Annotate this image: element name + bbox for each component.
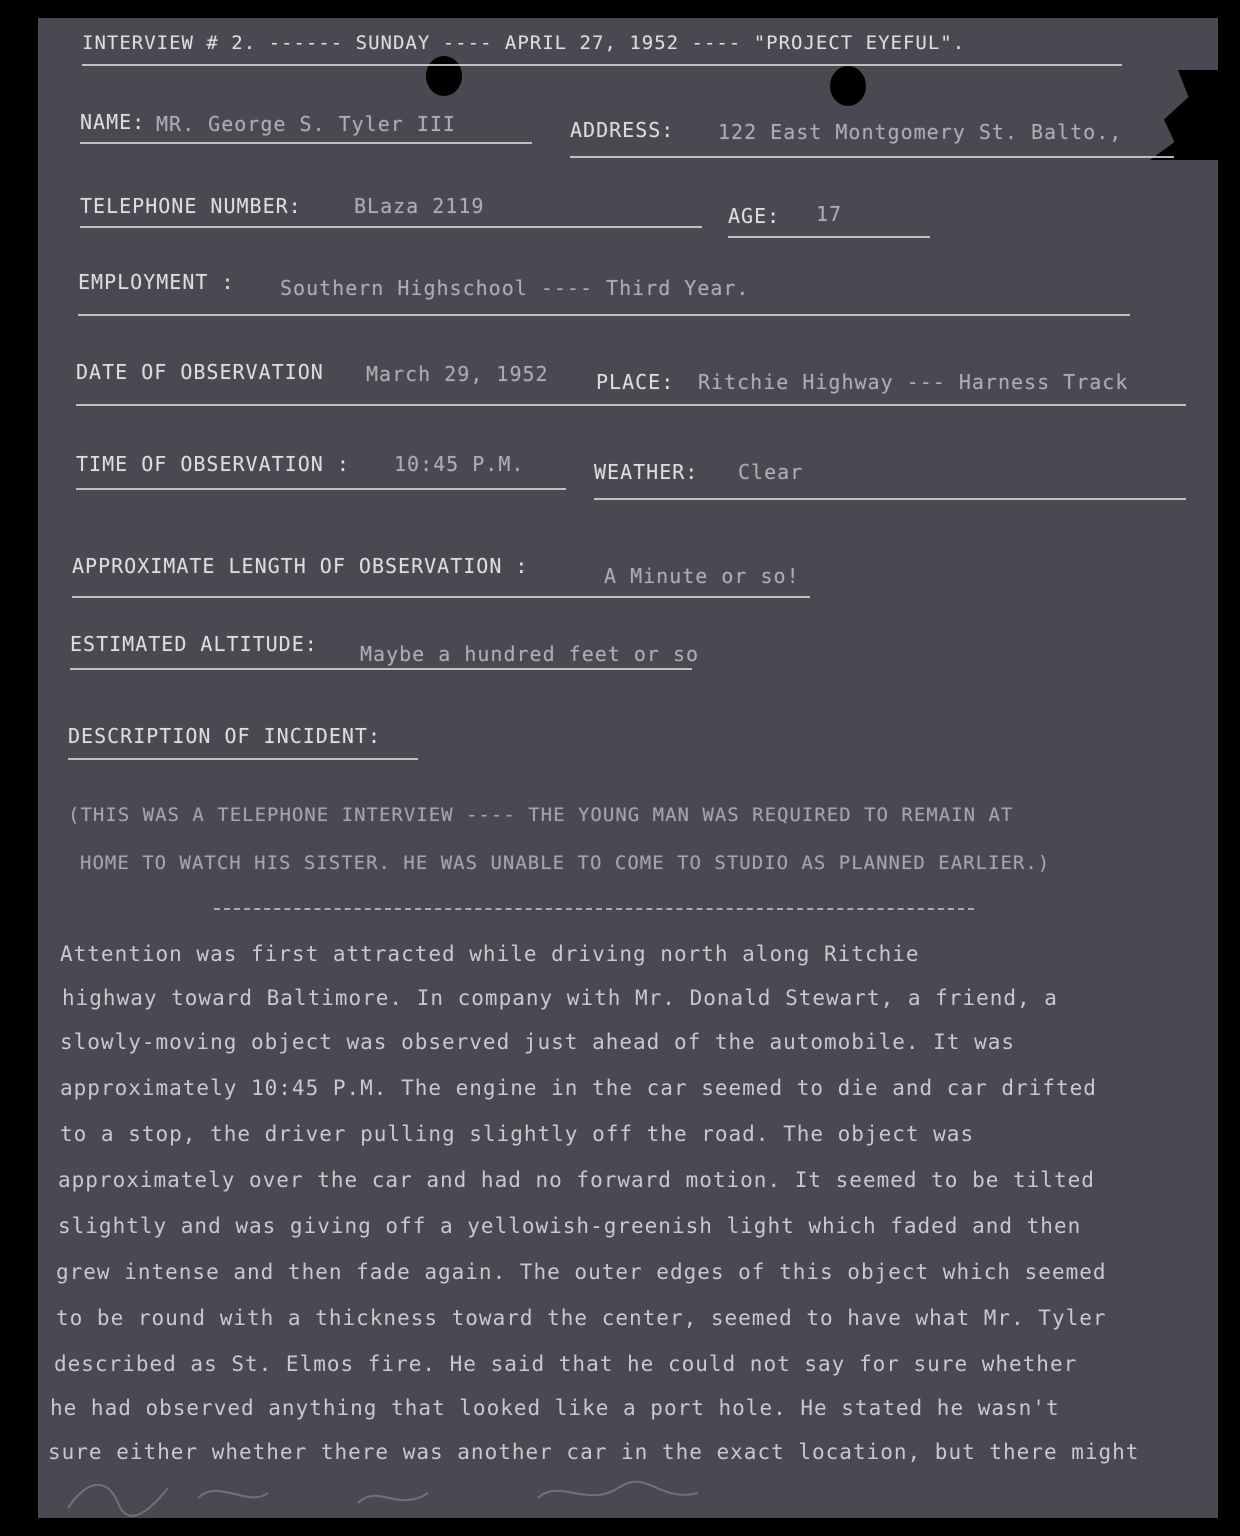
altitude-label: ESTIMATED ALTITUDE: [70,632,318,656]
body-line: to be round with a thickness toward the center, seemed to have what Mr. Tyler [56,1306,1107,1330]
age-label: AGE: [728,204,781,228]
torn-corner [1150,70,1218,160]
altitude-value: Maybe a hundred feet or so [360,642,700,666]
telephone-value: BLaza 2119 [354,194,485,218]
weather-label: WEATHER: [594,460,699,484]
signature-scribble [58,1458,758,1518]
punch-hole-right [830,66,866,106]
body-line: sure either whether there was another car in the exact location, but there might [48,1440,1140,1464]
name-value: MR. George S. Tyler III [156,112,456,136]
date-place-rule [76,404,1186,406]
separator-dashes [214,908,974,910]
name-label: NAME: [80,110,146,134]
time-rule [76,488,566,490]
address-label: ADDRESS: [570,118,675,142]
time-label: TIME OF OBSERVATION : [76,452,350,476]
body-line: to a stop, the driver pulling slightly off the road. The object was [60,1122,975,1146]
body-line: highway toward Baltimore. In company with Mr. Donald Stewart, a friend, a [62,986,1058,1010]
weather-value: Clear [738,460,804,484]
employment-rule [78,314,1130,316]
time-value: 10:45 P.M. [394,452,525,476]
weather-rule [594,498,1186,500]
body-line: he had observed anything that looked like a port hole. He stated he wasn't [50,1396,1060,1420]
body-line: slowly-moving object was observed just ahead of the automobile. It was [60,1030,1016,1054]
age-rule [728,236,930,238]
address-value: 122 East Montgomery St. Balto., [718,120,1123,144]
header-rule [82,64,1122,66]
place-value: Ritchie Highway --- Harness Track [698,370,1129,394]
employment-value: Southern Highschool ---- Third Year. [280,276,750,300]
body-line: described as St. Elmos fire. He said that he could not say for sure whether [54,1352,1078,1376]
place-label: PLACE: [596,370,675,394]
body-line: approximately 10:45 P.M. The engine in the car seemed to die and car drifted [60,1076,1097,1100]
age-value: 17 [816,202,843,226]
name-rule [80,142,532,144]
length-label: APPROXIMATE LENGTH OF OBSERVATION : [72,554,529,578]
telephone-rule [80,226,702,228]
address-rule [570,156,1174,158]
body-line: approximately over the car and had no forward motion. It seemed to be tilted [58,1168,1095,1192]
length-value: A Minute or so! [604,564,800,588]
telephone-label: TELEPHONE NUMBER: [80,194,302,218]
punch-hole-left [426,56,462,96]
date-value: March 29, 1952 [366,362,549,386]
body-line: slightly and was giving off a yellowish-greenish light which faded and then [58,1214,1082,1238]
body-line: Attention was first attracted while driving north along Ritchie [60,942,920,966]
description-label: DESCRIPTION OF INCIDENT: [68,724,381,748]
description-rule [68,758,418,760]
interview-header: INTERVIEW # 2. ------ SUNDAY ---- APRIL 27, 1952 ---- "PROJECT EYEFUL". [82,32,966,54]
altitude-rule [70,668,692,670]
note-line-1: (THIS WAS A TELEPHONE INTERVIEW ---- THE YOUNG MAN WAS REQUIRED TO REMAIN AT [68,804,1014,826]
note-line-2: HOME TO WATCH HIS SISTER. HE WAS UNABLE TO COME TO STUDIO AS PLANNED EARLIER.) [80,852,1051,874]
date-label: DATE OF OBSERVATION [76,360,324,384]
length-rule [72,596,810,598]
employment-label: EMPLOYMENT : [78,270,235,294]
document-sheet [38,18,1218,1518]
body-line: grew intense and then fade again. The outer edges of this object which seemed [56,1260,1107,1284]
